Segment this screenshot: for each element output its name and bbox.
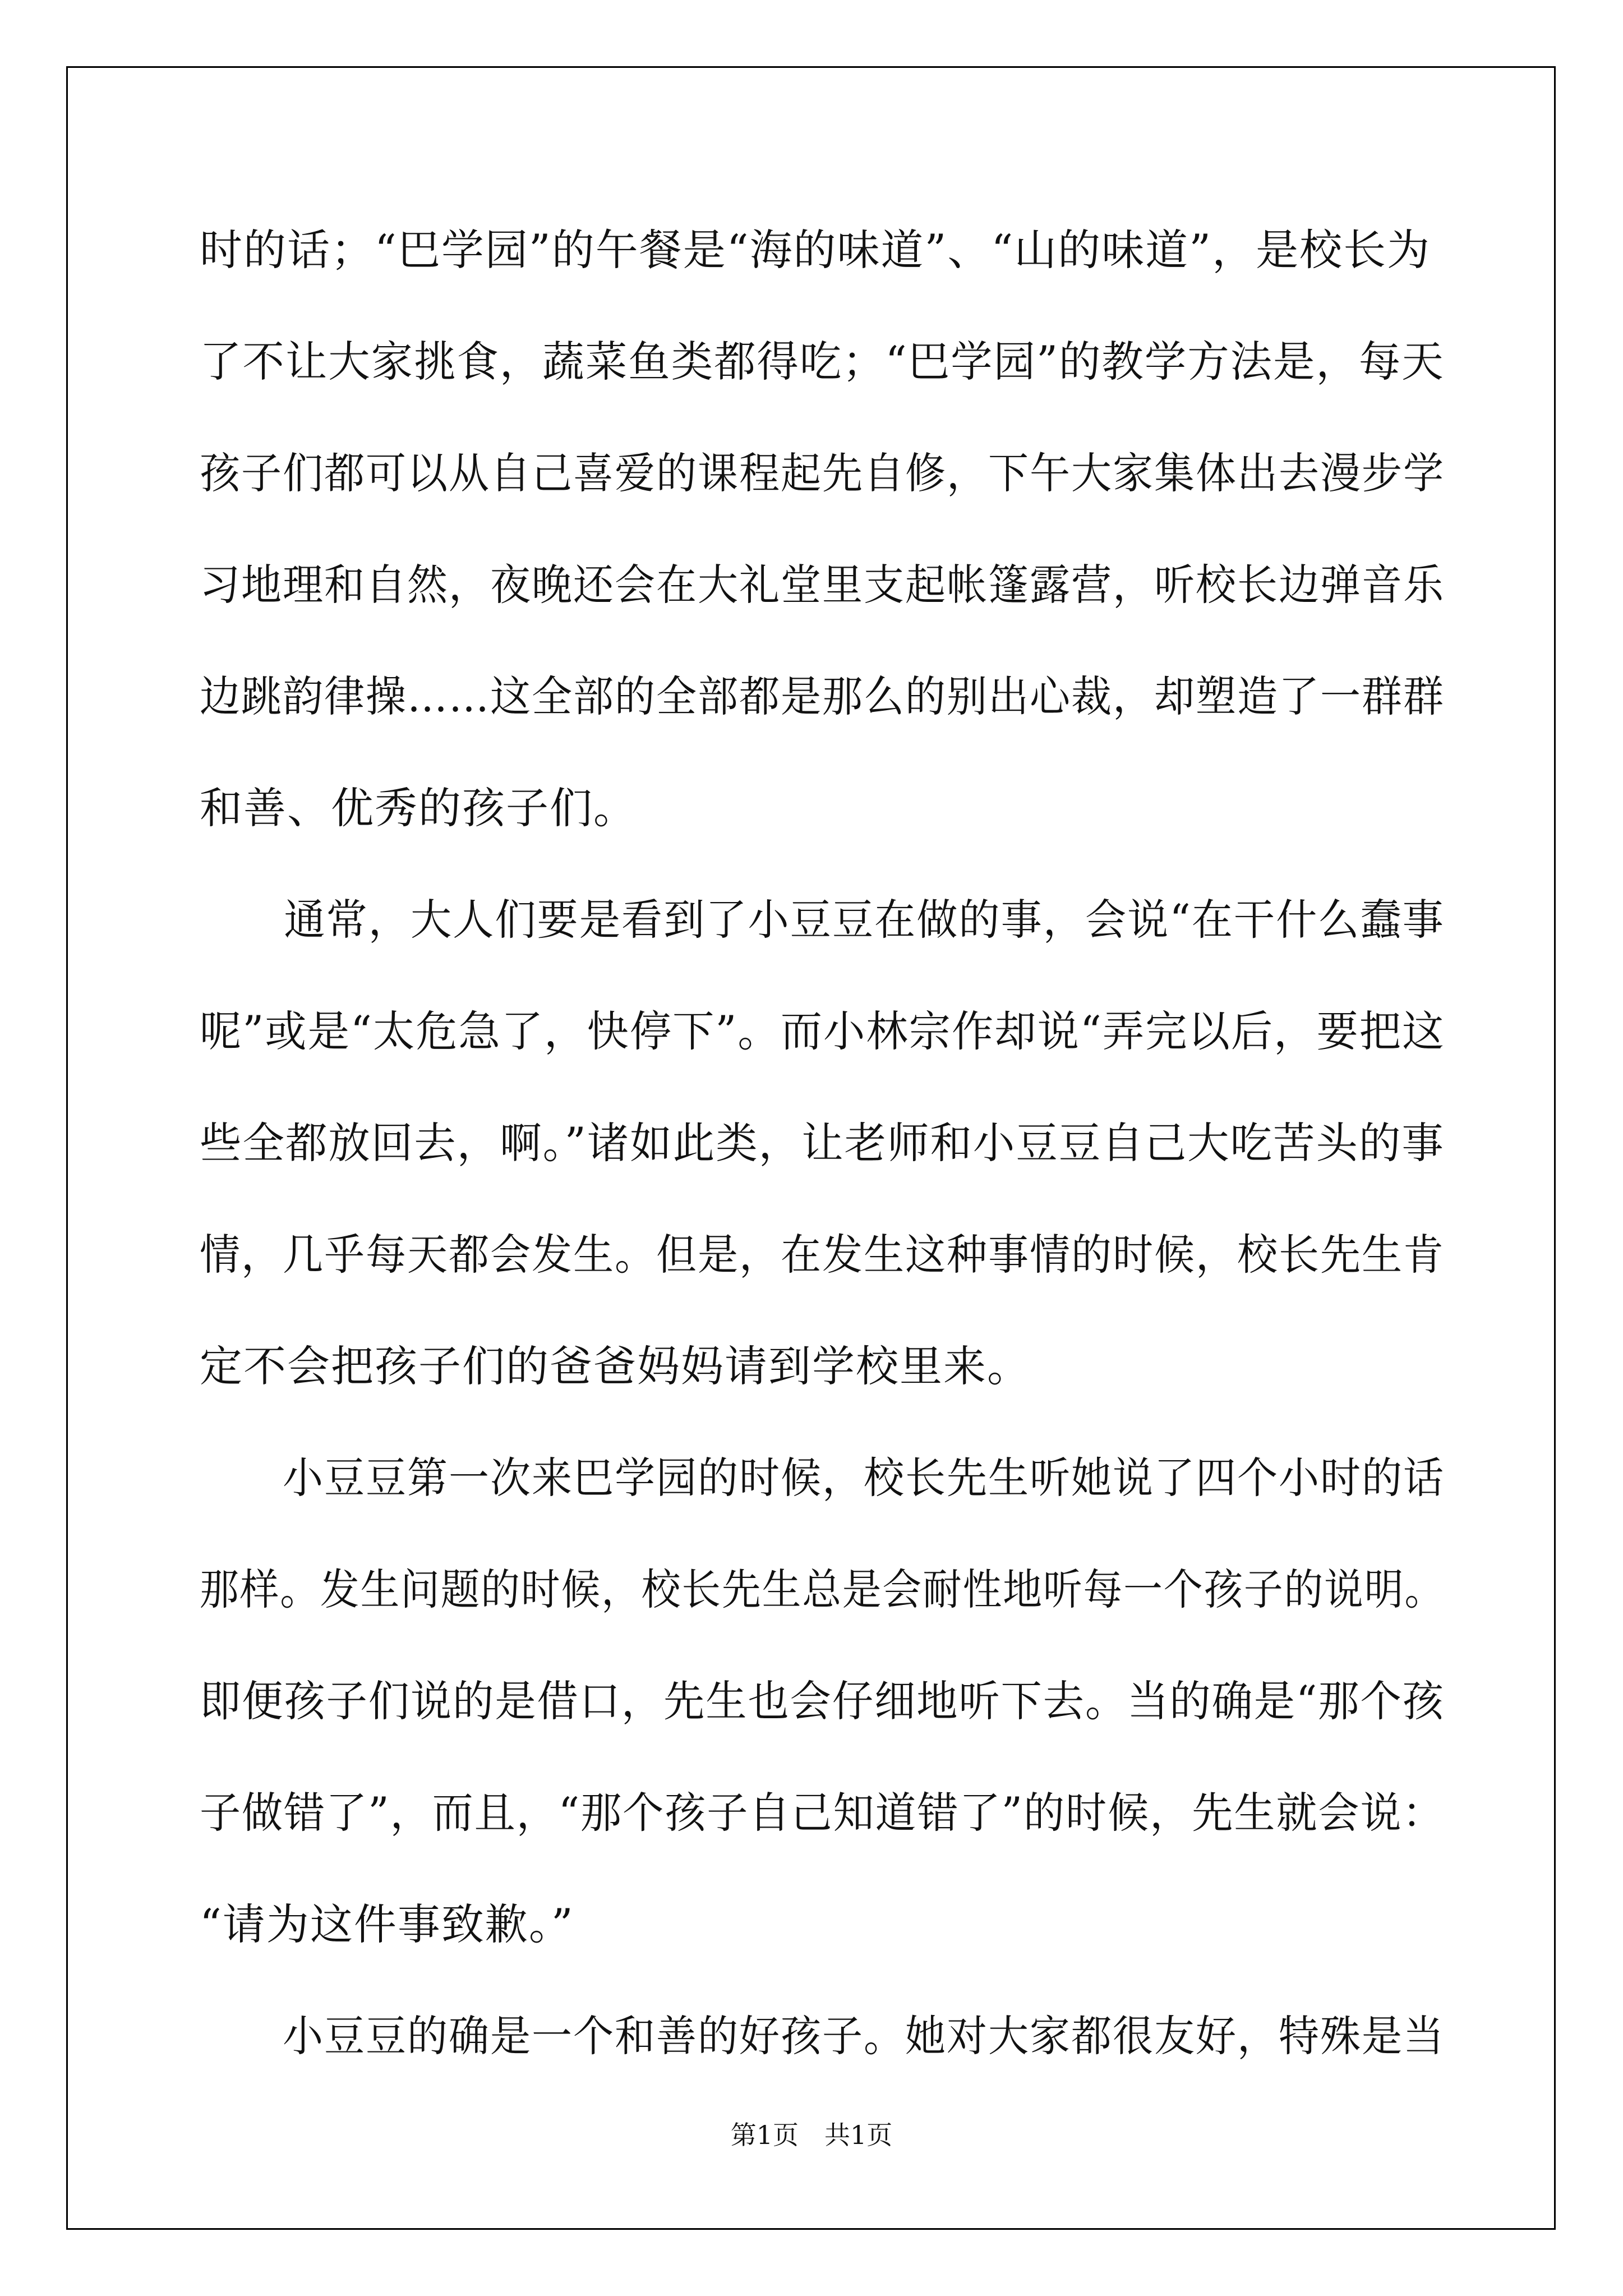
text-line: 小豆豆的确是一个和善的好孩子。她对大家都很友好，特殊是当 [200, 2011, 1445, 2061]
text-line: 边跳韵律操……这全部的全部都是那么的别出心裁，却塑造了一群群 [200, 671, 1445, 721]
text-line: 孩子们都可以从自己喜爱的课程起先自修，下午大家集体出去漫步学 [200, 448, 1445, 498]
text-line: 那样。发生问题的时候，校长先生总是会耐性地听每一个孩子的说明。 [200, 1565, 1445, 1614]
text-line: 情，几乎每天都会发生。但是，在发生这种事情的时候，校长先生肯 [200, 1230, 1445, 1280]
document-body [200, 217, 1445, 2114]
text-line: 子做错了”，而且，“那个孩子自己知道错了”的时候，先生就会说： [200, 1788, 1445, 1838]
text-line: 定不会把孩子们的爸爸妈妈请到学校里来。 [200, 1341, 1031, 1391]
page-number: 第1页 共1页 [730, 2120, 893, 2150]
text-line: 通常，大人们要是看到了小豆豆在做的事，会说“在干什么蠢事 [200, 895, 1445, 945]
text-line: 和善、优秀的孩子们。 [200, 783, 637, 833]
text-line: 习地理和自然，夜晚还会在大礼堂里支起帐篷露营，听校长边弹音乐 [200, 560, 1445, 610]
text-line: 时的话；“巴学园”的午餐是“海的味道”、“山的味道”，是校长为 [200, 225, 1431, 275]
text-line: 了不让大家挑食，蔬菜鱼类都得吃；“巴学园”的教学方法是，每天 [200, 337, 1445, 386]
text-line: 些全都放回去，啊。”诸如此类，让老师和小豆豆自己大吃苦头的事 [200, 1118, 1445, 1168]
text-line: “请为这件事致歉。” [200, 1899, 574, 1949]
text-line: 即便孩子们说的是借口，先生也会仔细地听下去。当的确是“那个孩 [200, 1676, 1445, 1726]
text-line: 小豆豆第一次来巴学园的时候，校长先生听她说了四个小时的话 [200, 1453, 1445, 1503]
text-line: 呢”或是“太危急了，快停下”。而小林宗作却说“弄完以后，要把这 [200, 1006, 1445, 1056]
